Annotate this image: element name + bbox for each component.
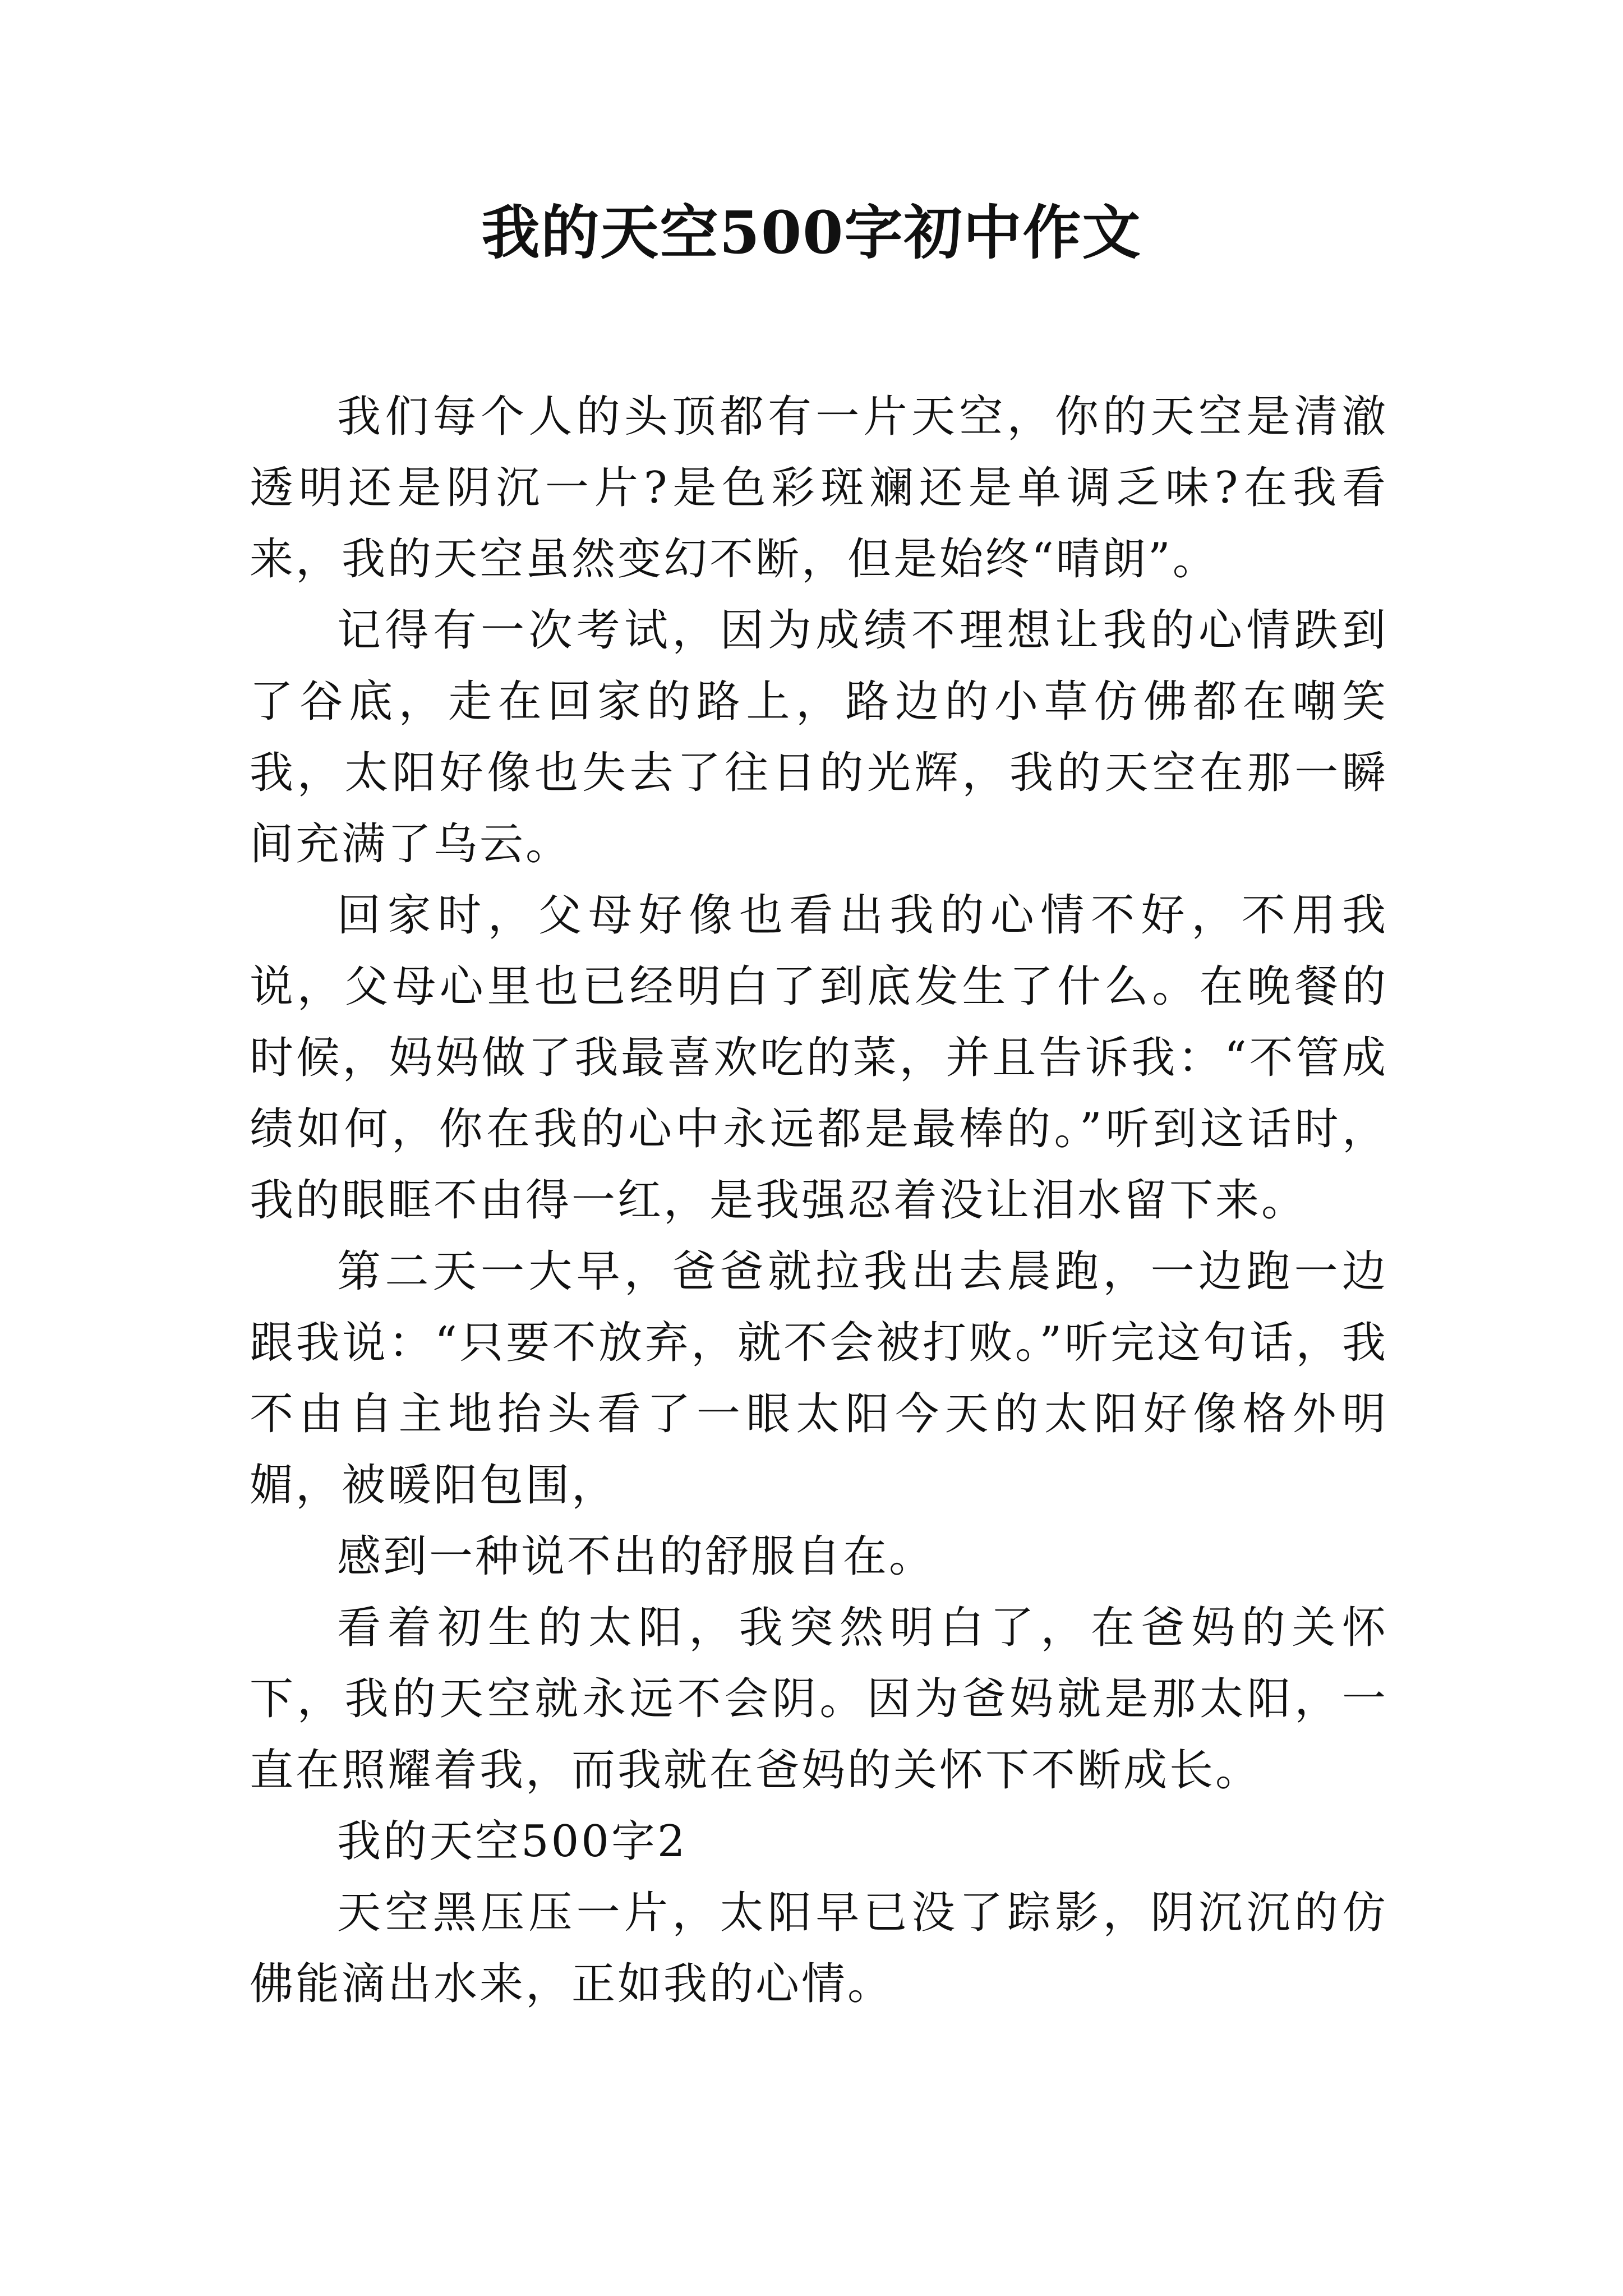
paragraph-3: 回家时，父母好像也看出我的心情不好，不用我说，父母心里也已经明白了到底发生了什么。在晚餐的时候，妈妈做了我最喜欢吃的菜，并且告诉我：“不管成绩如何，你在我的心中永远都是最棒的。”听到这话时，我的眼眶不由得一红，是我强忍着没让泪水留下来。 bbox=[250, 890, 1388, 1226]
paragraph-7: 天空黑压压一片，太阳早已没了踪影，阴沉沉的仿佛能滴出水来，正如我的心情。 bbox=[250, 1888, 1388, 2009]
paragraph-2: 记得有一次考试，因为成绩不理想让我的心情跌到了谷底，走在回家的路上，路边的小草仿佛都在嘲笑我，太阳好像也失去了往日的光辉，我的天空在那一瞬间充满了乌云。 bbox=[250, 605, 1388, 869]
paragraph-1: 我们每个人的头顶都有一片天空，你的天空是清澈透明还是阴沉一片?是色彩斑斓还是单调乏味?在我看来，我的天空虽然变幻不断，但是始终“晴朗”。 bbox=[250, 392, 1388, 585]
paragraph-5: 感到一种说不出的舒服自在。 bbox=[337, 1531, 935, 1582]
document-body bbox=[250, 381, 1388, 2020]
document-title: 我的天空500字初中作文 bbox=[481, 198, 1142, 267]
section-heading-2: 我的天空500字2 bbox=[337, 1816, 688, 1867]
paragraph-4: 第二天一大早，爸爸就拉我出去晨跑，一边跑一边跟我说：“只要不放弃，就不会被打败。”听完这句话，我不由自主地抬头看了一眼太阳今天的太阳好像格外明媚，被暖阳包围， bbox=[250, 1246, 1388, 1511]
paragraph-6: 看着初生的太阳，我突然明白了，在爸妈的关怀下，我的天空就永远不会阴。因为爸妈就是那太阳，一直在照耀着我，而我就在爸妈的关怀下不断成长。 bbox=[250, 1603, 1388, 1796]
